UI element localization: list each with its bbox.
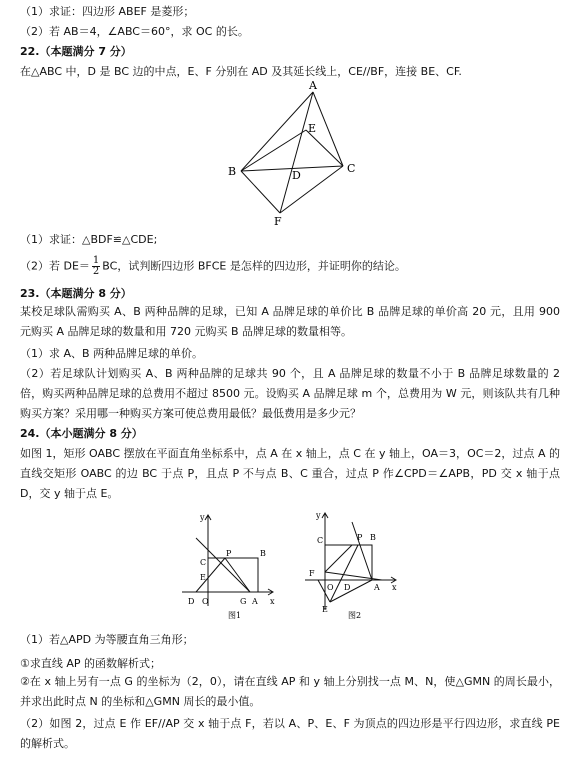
fig1-caption: 图1: [228, 611, 242, 620]
fig1-label-E: E: [200, 573, 206, 582]
q24-part-1b: ②在 x 轴上另有一点 G 的坐标为（2，0），请在直线 AP 和 y 轴上分别找一点 M、N，使△GMN 的周长最小，并求出此时点 N 的坐标和△GMN 周长的最小值。: [20, 675, 560, 708]
fig1-label-B: B: [260, 549, 266, 558]
fig1-label-G: G: [240, 597, 247, 606]
fig2-label-O: O: [327, 583, 334, 592]
q22-header: 22.（本题满分 7 分）: [20, 45, 132, 58]
fig2-label-B: B: [370, 533, 376, 542]
fig1-label-A: A: [252, 597, 258, 606]
q24-figure-1: [180, 510, 280, 620]
label-C: C: [347, 162, 356, 175]
q24-part-2: （2）如图 2，过点 E 作 EF//AP 交 x 轴于点 F，若以 A、P、E、F 为顶点的四边形是平行四边形，求直线 PE 的解析式。: [20, 717, 560, 750]
prev-question-part-2: （2）若 AB＝4，∠ABC＝60°，求 OC 的长。: [20, 25, 249, 38]
label-D: D: [292, 169, 301, 182]
q23-header: 23.（本题满分 8 分）: [20, 287, 132, 300]
fig2-label-A: A: [374, 583, 380, 592]
q22-triangle-figure: [222, 80, 362, 225]
fig2-label-P: P: [357, 533, 363, 542]
fig2-label-y: y: [316, 511, 321, 520]
label-B: B: [228, 165, 237, 178]
fig1-label-x: x: [270, 597, 275, 606]
q22-part-2-prefix: （2）若 DE＝: [20, 259, 90, 273]
fig1-label-P: P: [226, 549, 232, 558]
fraction-one-half: [92, 256, 100, 277]
q24-part-1a: ①求直线 AP 的函数解析式；: [20, 657, 162, 670]
fig2-caption: 图2: [348, 611, 362, 620]
fig1-label-O: O: [202, 597, 209, 606]
fraction-denominator: 2: [92, 266, 100, 277]
fig1-label-C: C: [200, 558, 207, 567]
q22-part-2-suffix: BC，试判断四边形 BFCE 是怎样的四边形，并证明你的结论。: [102, 259, 406, 273]
q24-figure-2: [300, 510, 410, 620]
q24-stem: 如图 1，矩形 OABC 摆放在平面直角坐标系中，点 A 在 x 轴上，点 C 在 y 轴上，OA＝3，OC＝2，过点 A 的直线交矩形 OABC 的边 BC 于点 P，且点 P 不与点 B、C 重合，过点 P 作∠CPD＝∠APB，PD 交 x 轴于点 D，交 y 轴于点 E。: [20, 447, 560, 500]
fig2-label-x: x: [392, 583, 397, 592]
q22-part-2: [20, 256, 406, 277]
prev-question-part-1: （1）求证：四边形 ABEF 是菱形；: [20, 5, 195, 18]
label-F: F: [274, 215, 282, 225]
fig2-label-F: F: [309, 569, 315, 578]
q23-part-1: （1）求 A、B 两种品牌足球的单价。: [20, 347, 204, 360]
q23-part-2: （2）若足球队计划购买 A、B 两种品牌的足球共 90 个，且 A 品牌足球的数量不小于 B 品牌足球数量的 2 倍，购买两种品牌足球的总费用不超过 8500 元。设购买 A 品牌足球 m 个，总费用为 W 元，则该队共有几种购买方案？采用哪一种购买方案可使总费用最低？最低费用是多少元？: [20, 367, 560, 420]
q23-stem: 某校足球队需购买 A、B 两种品牌的足球，已知 A 品牌足球的单价比 B 品牌足球的单价高 20 元，且用 900 元购买 A 品牌足球的数量和用 720 元购买 B 品牌足球的数量相等。: [20, 305, 560, 338]
fraction-numerator: 1: [92, 255, 100, 266]
label-E: E: [308, 122, 317, 135]
q24-part-1: （1）若△APD 为等腰直角三角形；: [20, 633, 194, 646]
fig1-label-y: y: [200, 513, 205, 522]
fig1-label-D: D: [188, 597, 195, 606]
q22-part-1: （1）求证：△BDF≌△CDE;: [20, 233, 158, 246]
q22-stem: 在△ABC 中，D 是 BC 边的中点，E、F 分别在 AD 及其延长线上，CE//BF，连接 BE、CF.: [20, 65, 462, 78]
fig2-label-C: C: [317, 536, 324, 545]
label-A: A: [309, 80, 317, 92]
q24-header: 24.（本小题满分 8 分）: [20, 427, 143, 440]
fig2-label-D: D: [344, 583, 351, 592]
fig2-label-E: E: [322, 605, 328, 614]
